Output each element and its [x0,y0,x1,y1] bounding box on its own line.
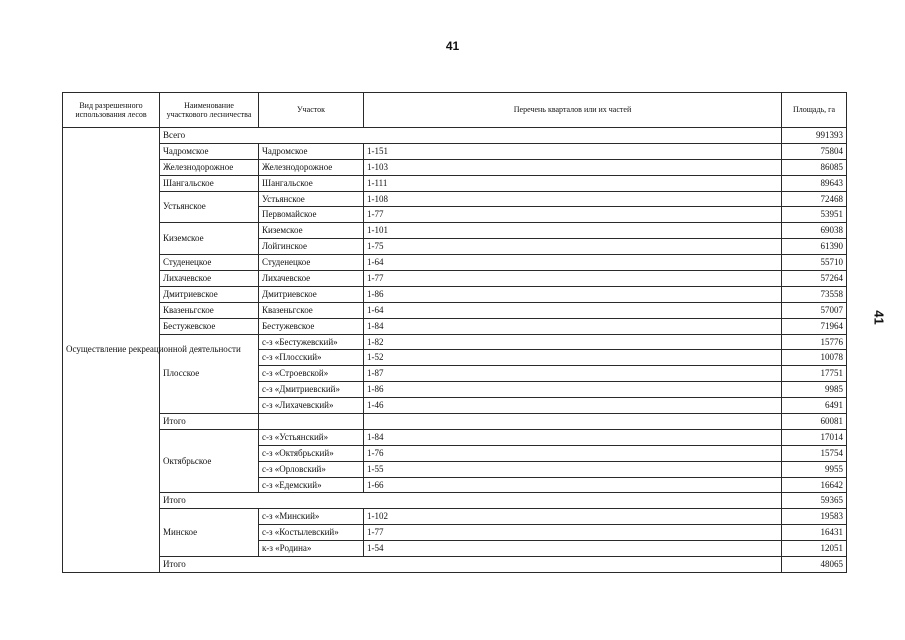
area-cell: 9985 [782,382,847,398]
quarters-cell [364,414,782,430]
section-cell: Дмитриевское [259,286,364,302]
area-cell: 71964 [782,318,847,334]
quarters-cell: 1-86 [364,382,782,398]
page-number: 41 [445,39,460,53]
area-cell: 17014 [782,429,847,445]
section-cell: с-з «Едемский» [259,477,364,493]
forestry-cell: Плосское [160,334,259,413]
quarters-cell: 1-54 [364,541,782,557]
quarters-cell: 1-102 [364,509,782,525]
area-cell: 17751 [782,366,847,382]
area-cell: 75804 [782,143,847,159]
quarters-cell: 1-77 [364,207,782,223]
subtotal-area: 59365 [782,493,847,509]
section-cell: Студенецкое [259,255,364,271]
subtotal-area: 48065 [782,557,847,573]
section-cell: с-з «Строевской» [259,366,364,382]
total-area: 991393 [782,128,847,144]
use-type-cell: Осуществление рекреационной деятельности [63,128,160,573]
forestry-cell: Дмитриевское [160,286,259,302]
section-cell: с-з «Октябрьский» [259,445,364,461]
quarters-cell: 1-55 [364,461,782,477]
table-row [63,223,847,239]
subtotal-label: Итого [160,557,782,573]
quarters-cell: 1-86 [364,286,782,302]
header-section: Участок [259,93,364,128]
area-cell: 6491 [782,398,847,414]
table-row [63,509,847,525]
section-cell: к-з «Родина» [259,541,364,557]
header-quarters: Перечень кварталов или их частей [364,93,782,128]
section-cell: с-з «Лихачевский» [259,398,364,414]
quarters-cell: 1-108 [364,191,782,207]
table-row [63,128,847,144]
forestry-cell: Октябрьское [160,429,259,493]
quarters-cell: 1-84 [364,318,782,334]
quarters-cell: 1-111 [364,175,782,191]
area-cell: 57264 [782,271,847,287]
section-cell: с-з «Орловский» [259,461,364,477]
quarters-cell: 1-151 [364,143,782,159]
table-row [63,557,847,573]
quarters-cell: 1-46 [364,398,782,414]
forestry-cell: Шангальское [160,175,259,191]
quarters-cell: 1-101 [364,223,782,239]
section-cell: Киземское [259,223,364,239]
subtotal-label: Итого [160,493,782,509]
table-row [63,255,847,271]
table-row [63,302,847,318]
header-use: Вид разрешенного использования лесов [63,93,160,128]
table-row [63,191,847,207]
area-cell: 69038 [782,223,847,239]
forestry-cell: Устьянское [160,191,259,223]
section-cell: с-з «Минский» [259,509,364,525]
forestry-cell: Студенецкое [160,255,259,271]
table-row [63,414,847,430]
header-area: Площадь, га [782,93,847,128]
table-row [63,493,847,509]
table-row [63,143,847,159]
table-row [63,159,847,175]
area-cell: 61390 [782,239,847,255]
section-cell: Первомайское [259,207,364,223]
area-cell: 16642 [782,477,847,493]
header-forestry: Наименование участкового лесничества [160,93,259,128]
table-row [63,429,847,445]
quarters-cell: 1-52 [364,350,782,366]
section-cell: с-з «Дмитриевский» [259,382,364,398]
quarters-cell: 1-103 [364,159,782,175]
area-cell: 15754 [782,445,847,461]
area-cell: 57007 [782,302,847,318]
subtotal-area: 60081 [782,414,847,430]
quarters-cell: 1-75 [364,239,782,255]
side-page-number: 41 [871,310,887,325]
section-cell: Железнодорожное [259,159,364,175]
section-cell: Квазеньгское [259,302,364,318]
table-row [63,175,847,191]
area-cell: 73558 [782,286,847,302]
area-cell: 9955 [782,461,847,477]
area-cell: 10078 [782,350,847,366]
quarters-cell: 1-82 [364,334,782,350]
area-cell: 15776 [782,334,847,350]
section-cell: Устьянское [259,191,364,207]
total-label: Всего [160,128,782,144]
area-cell: 72468 [782,191,847,207]
quarters-cell: 1-64 [364,255,782,271]
area-cell: 89643 [782,175,847,191]
area-cell: 12051 [782,541,847,557]
forestry-cell: Железнодорожное [160,159,259,175]
subtotal-label: Итого [160,414,259,430]
section-cell: Лойгинское [259,239,364,255]
forestry-cell: Квазеньгское [160,302,259,318]
area-cell: 16431 [782,525,847,541]
area-cell: 86085 [782,159,847,175]
section-cell: Бестужевское [259,318,364,334]
forestry-cell: Чадромское [160,143,259,159]
forestry-cell: Минское [160,509,259,557]
section-cell: Шангальское [259,175,364,191]
forestry-cell: Бестужевское [160,318,259,334]
recreation-forest-table [62,92,847,573]
section-cell: с-з «Костылевский» [259,525,364,541]
quarters-cell: 1-66 [364,477,782,493]
forestry-cell: Лихачевское [160,271,259,287]
section-cell: с-з «Устьянский» [259,429,364,445]
section-cell: Лихачевское [259,271,364,287]
table-row [63,271,847,287]
quarters-cell: 1-76 [364,445,782,461]
section-cell [259,414,364,430]
quarters-cell: 1-84 [364,429,782,445]
table-row [63,318,847,334]
quarters-cell: 1-64 [364,302,782,318]
table-header-row [63,93,847,128]
section-cell: с-з «Плосский» [259,350,364,366]
quarters-cell: 1-87 [364,366,782,382]
section-cell: с-з «Бестужевский» [259,334,364,350]
quarters-cell: 1-77 [364,271,782,287]
quarters-cell: 1-77 [364,525,782,541]
table-row [63,286,847,302]
area-cell: 55710 [782,255,847,271]
forestry-cell: Киземское [160,223,259,255]
section-cell: Чадромское [259,143,364,159]
area-cell: 53951 [782,207,847,223]
area-cell: 19583 [782,509,847,525]
